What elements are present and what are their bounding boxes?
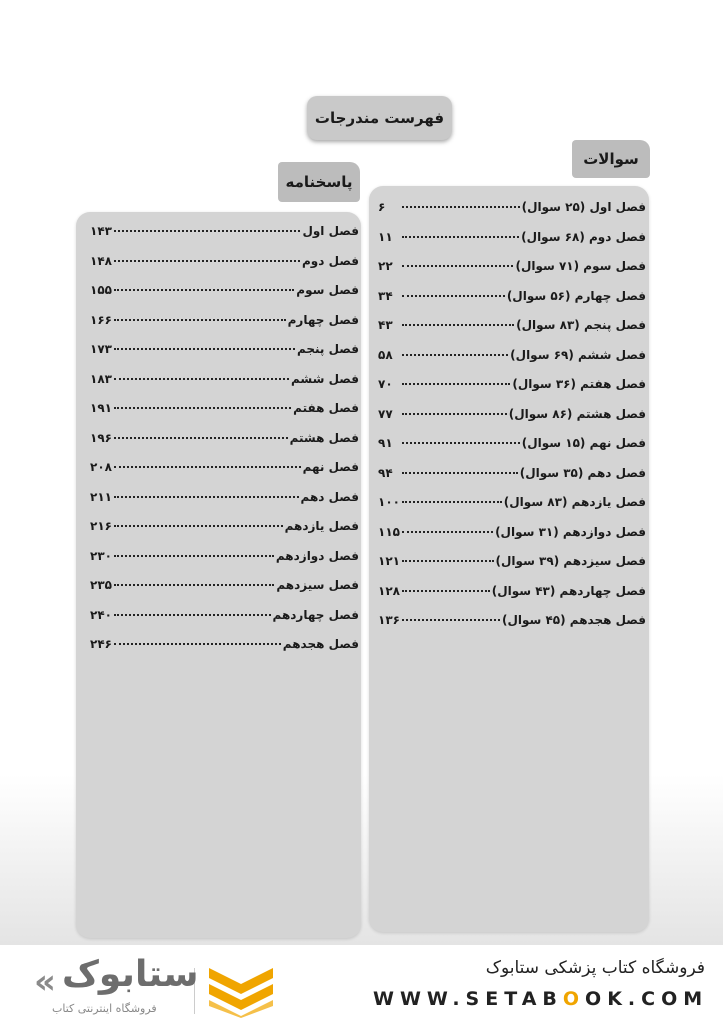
book-logo-icon bbox=[205, 962, 277, 1018]
toc-row-page: ۲۲ bbox=[378, 259, 393, 273]
toc-row bbox=[378, 525, 646, 555]
toc-row-page: ۷۷ bbox=[378, 406, 393, 421]
page-title bbox=[307, 96, 452, 140]
dot-leader bbox=[114, 407, 291, 409]
toc-row-label: فصل پنجم bbox=[296, 342, 359, 356]
dot-leader bbox=[402, 472, 518, 474]
toc-row-label: فصل دهم bbox=[300, 489, 359, 504]
toc-row bbox=[378, 495, 646, 525]
dot-leader bbox=[402, 265, 513, 267]
dot-leader bbox=[114, 319, 286, 321]
toc-row bbox=[378, 377, 646, 407]
toc-row-page: ۲۰۸ bbox=[90, 460, 112, 474]
toc-row-page: ۱۲۸ bbox=[378, 583, 400, 598]
toc-row bbox=[90, 637, 359, 667]
toc-row-page: ۲۱۶ bbox=[90, 519, 112, 533]
toc-row bbox=[90, 372, 359, 402]
toc-row bbox=[90, 578, 359, 608]
dot-leader bbox=[114, 437, 288, 439]
answers-heading bbox=[278, 162, 360, 202]
store-url[interactable] bbox=[373, 988, 708, 1010]
toc-row-page: ۱۳۶ bbox=[378, 613, 400, 627]
toc-row-label: فصل هشتم bbox=[289, 430, 359, 445]
questions-list bbox=[378, 200, 646, 643]
dot-leader bbox=[402, 619, 500, 621]
toc-row-page: ۵۸ bbox=[378, 347, 393, 362]
answers-heading-text: پاسخنامه bbox=[285, 173, 353, 191]
toc-row-label: فصل اول bbox=[302, 224, 359, 238]
toc-row-page: ۱۴۳ bbox=[90, 224, 112, 238]
toc-row bbox=[90, 313, 359, 343]
toc-row-page: ۱۰۰ bbox=[378, 495, 400, 509]
page-title-text: فهرست مندرجات bbox=[314, 109, 445, 127]
toc-row bbox=[90, 519, 359, 549]
toc-row bbox=[90, 549, 359, 579]
toc-row-label: فصل سیزدهم bbox=[276, 578, 359, 592]
toc-row-page: ۱۵۵ bbox=[90, 283, 112, 297]
toc-row-page: ۹۱ bbox=[378, 436, 393, 450]
toc-row bbox=[378, 466, 646, 496]
answers-list bbox=[90, 224, 359, 667]
toc-row-page: ۴۳ bbox=[378, 318, 393, 332]
toc-row-label: فصل چهاردهم bbox=[272, 607, 359, 622]
dot-leader bbox=[402, 295, 505, 297]
toc-row-label: فصل سیزدهم (۳۹ سوال) bbox=[495, 554, 646, 568]
toc-row-page: ۱۹۱ bbox=[90, 401, 112, 415]
dot-leader bbox=[402, 354, 508, 356]
dot-leader bbox=[114, 289, 294, 291]
toc-row-page: ۲۳۵ bbox=[90, 578, 112, 592]
toc-row bbox=[90, 431, 359, 461]
store-url-o: O bbox=[562, 988, 586, 1010]
toc-row-label: فصل سوم bbox=[296, 283, 359, 297]
toc-row-label: فصل چهارم bbox=[287, 312, 359, 327]
toc-row-page: ۲۴۰ bbox=[90, 607, 112, 622]
store-name: فروشگاه کتاب پزشکی ستابوک bbox=[485, 958, 705, 978]
brand-arrows-icon: « bbox=[34, 962, 56, 1002]
toc-row bbox=[90, 608, 359, 638]
toc-row-page: ۱۸۳ bbox=[90, 371, 112, 386]
toc-row bbox=[90, 490, 359, 520]
toc-row-label: فصل هفتم (۳۶ سوال) bbox=[512, 377, 646, 391]
toc-row bbox=[378, 348, 646, 378]
toc-row-page: ۱۹۶ bbox=[90, 430, 112, 445]
dot-leader bbox=[402, 324, 514, 326]
toc-row bbox=[378, 436, 646, 466]
toc-row-page: ۱۱۵ bbox=[378, 524, 400, 539]
toc-row-page: ۳۴ bbox=[378, 288, 393, 303]
dot-leader bbox=[402, 236, 519, 238]
dot-leader bbox=[402, 560, 494, 562]
toc-row-label: فصل چهارم (۵۶ سوال) bbox=[506, 288, 646, 303]
toc-row-label: فصل دهم (۳۵ سوال) bbox=[519, 465, 646, 480]
toc-row bbox=[90, 401, 359, 431]
dot-leader bbox=[402, 206, 520, 208]
toc-row-page: ۷۰ bbox=[378, 377, 393, 391]
dot-leader bbox=[114, 466, 301, 468]
toc-row-label: فصل پنجم (۸۳ سوال) bbox=[516, 318, 646, 332]
toc-row bbox=[378, 318, 646, 348]
dot-leader bbox=[402, 531, 493, 533]
toc-row-label: فصل نهم (۱۵ سوال) bbox=[521, 436, 646, 450]
toc-row-label: فصل یازدهم (۸۳ سوال) bbox=[503, 495, 646, 509]
store-url-pre: WWW.SETAB bbox=[373, 988, 563, 1010]
toc-row bbox=[90, 254, 359, 284]
toc-row-page: ۱۴۸ bbox=[90, 253, 112, 268]
dot-leader bbox=[114, 614, 271, 616]
toc-row-label: فصل دوم (۶۸ سوال) bbox=[521, 229, 646, 244]
dot-leader bbox=[114, 230, 300, 232]
toc-row-page: ۲۱۱ bbox=[90, 489, 112, 504]
toc-row-label: فصل سوم (۷۱ سوال) bbox=[515, 259, 646, 273]
toc-row-page: ۲۳۰ bbox=[90, 548, 112, 563]
toc-row-label: فصل دوم bbox=[302, 253, 359, 268]
toc-row-page: ۱۲۱ bbox=[378, 554, 400, 568]
toc-row-label: فصل ششم bbox=[291, 371, 359, 386]
toc-row-label: فصل یازدهم bbox=[284, 519, 359, 533]
toc-row bbox=[378, 407, 646, 437]
toc-row bbox=[378, 200, 646, 230]
toc-row-label: فصل چهاردهم (۴۳ سوال) bbox=[491, 583, 646, 598]
toc-row bbox=[90, 342, 359, 372]
toc-row-label: فصل ششم (۶۹ سوال) bbox=[510, 347, 646, 362]
dot-leader bbox=[402, 590, 490, 592]
toc-row-label: فصل هشتم (۸۶ سوال) bbox=[508, 406, 646, 421]
toc-row-page: ۲۴۶ bbox=[90, 637, 112, 651]
dot-leader bbox=[402, 413, 507, 415]
toc-row bbox=[90, 224, 359, 254]
toc-row bbox=[378, 289, 646, 319]
toc-row-label: فصل نهم bbox=[302, 460, 359, 474]
store-url-post: OK.COM bbox=[585, 988, 709, 1010]
dot-leader bbox=[114, 496, 299, 498]
toc-row bbox=[378, 613, 646, 643]
dot-leader bbox=[114, 584, 274, 586]
toc-row-page: ۱۱ bbox=[378, 229, 393, 244]
dot-leader bbox=[114, 555, 274, 557]
toc-row-label: فصل هجدهم bbox=[282, 637, 359, 651]
toc-row bbox=[378, 259, 646, 289]
dot-leader bbox=[402, 501, 502, 503]
toc-row bbox=[378, 584, 646, 614]
questions-heading-text: سوالات bbox=[583, 150, 639, 168]
toc-row bbox=[378, 554, 646, 584]
toc-row-page: ۱۷۳ bbox=[90, 342, 112, 356]
toc-row bbox=[378, 230, 646, 260]
brand-name: ستابوک bbox=[62, 954, 199, 995]
dot-leader bbox=[114, 348, 295, 350]
dot-leader bbox=[114, 260, 300, 262]
toc-row bbox=[90, 460, 359, 490]
toc-row-page: ۱۶۶ bbox=[90, 312, 112, 327]
toc-row-label: فصل هجدهم (۴۵ سوال) bbox=[501, 613, 646, 627]
toc-row-label: فصل اول (۲۵ سوال) bbox=[521, 200, 646, 214]
toc-row-label: فصل دوازدهم (۳۱ سوال) bbox=[495, 524, 646, 539]
dot-leader bbox=[114, 378, 289, 380]
dot-leader bbox=[402, 442, 520, 444]
brand-subtitle: فروشگاه اینترنتی کتاب bbox=[52, 1002, 157, 1015]
toc-row-label: فصل دوازدهم bbox=[275, 548, 359, 563]
dot-leader bbox=[114, 643, 281, 645]
toc-row bbox=[90, 283, 359, 313]
toc-row-page: ۶ bbox=[378, 200, 386, 214]
toc-row-page: ۹۴ bbox=[378, 465, 393, 480]
questions-heading bbox=[572, 140, 650, 178]
dot-leader bbox=[402, 383, 510, 385]
toc-row-label: فصل هفتم bbox=[293, 401, 359, 415]
dot-leader bbox=[114, 525, 283, 527]
